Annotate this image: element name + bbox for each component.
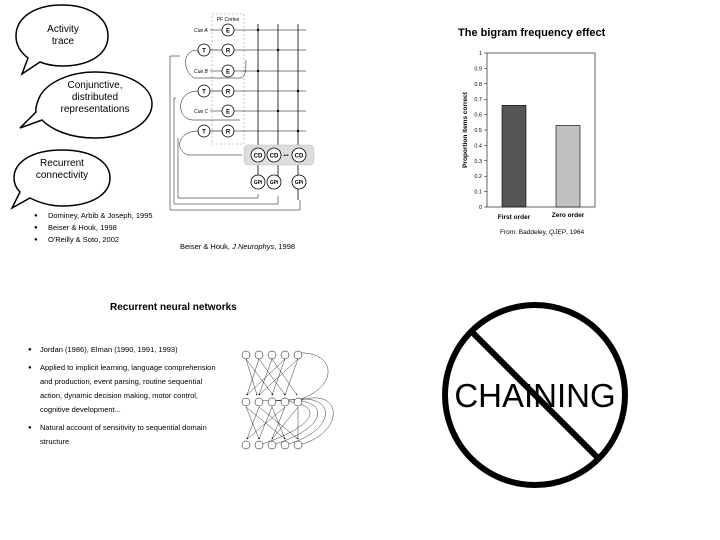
rnn-node bbox=[268, 398, 276, 406]
rnn-node bbox=[255, 398, 263, 406]
svg-text:E: E bbox=[225, 28, 231, 35]
t-node bbox=[198, 44, 210, 56]
reference-list bbox=[34, 210, 153, 246]
svg-text:R: R bbox=[225, 48, 231, 55]
rnn-node bbox=[294, 351, 302, 359]
svg-text:CD: CD bbox=[269, 153, 279, 160]
cue-a-label: Cue A bbox=[194, 28, 208, 34]
y-tick-label: 0.8 bbox=[474, 81, 482, 88]
svg-text:E: E bbox=[225, 109, 231, 116]
y-axis-label: Proportion items correct bbox=[462, 92, 469, 168]
svg-text:GPi: GPi bbox=[294, 180, 304, 186]
rnn-node bbox=[268, 351, 276, 359]
gpi-node bbox=[292, 175, 306, 189]
cd-node bbox=[267, 148, 281, 162]
rnn-node bbox=[242, 398, 250, 406]
cd-ellipsis: ••• bbox=[283, 153, 289, 159]
rnn-title: Recurrent neural networks bbox=[110, 302, 237, 313]
t-node bbox=[198, 85, 210, 97]
rnn-bullet: ● Applied to implicit learning, language comprehension and production, event parsing, routine sequential action, dynamic decision making, motor control, cognitive development... bbox=[28, 361, 218, 417]
svg-text:CD: CD bbox=[253, 153, 263, 160]
cue-c-label: Cue C bbox=[194, 109, 209, 115]
rnn-node bbox=[281, 351, 289, 359]
svg-text:T: T bbox=[202, 48, 206, 55]
rnn-bullets bbox=[28, 343, 218, 453]
svg-text:T: T bbox=[202, 89, 206, 96]
y-tick-label: 0.1 bbox=[474, 189, 482, 196]
svg-text:T: T bbox=[202, 129, 206, 136]
r-node bbox=[222, 125, 234, 137]
rnn-node bbox=[281, 441, 289, 449]
e-node bbox=[222, 24, 234, 36]
rnn-node bbox=[255, 351, 263, 359]
rnn-node bbox=[242, 441, 250, 449]
gpi-node bbox=[251, 175, 265, 189]
chaining-label: CHAINING bbox=[454, 377, 616, 414]
cue-b-label: Cue B bbox=[194, 69, 208, 75]
gpi-node bbox=[267, 175, 281, 189]
cd-node bbox=[292, 148, 306, 162]
svg-text:R: R bbox=[225, 129, 231, 136]
y-tick-label: 0.5 bbox=[474, 128, 482, 134]
t-node bbox=[198, 125, 210, 137]
y-tick-label: 0.9 bbox=[474, 66, 482, 73]
y-tick-label: 0.4 bbox=[474, 143, 482, 150]
basal-ganglia-circuit bbox=[160, 10, 320, 220]
x-tick-label: Zero order bbox=[551, 212, 585, 219]
rnn-node bbox=[294, 398, 302, 406]
r-node bbox=[222, 44, 234, 56]
rnn-node bbox=[294, 441, 302, 449]
svg-text:GPi: GPi bbox=[253, 180, 263, 186]
e-node bbox=[222, 65, 234, 77]
recurrent-bubble-text: Recurrent connectivity bbox=[35, 158, 89, 181]
reference-item: ● O'Reilly & Soto, 2002 bbox=[34, 234, 153, 246]
y-tick-label: 0.6 bbox=[474, 112, 482, 119]
y-tick-label: 0.3 bbox=[474, 158, 482, 165]
r-node bbox=[222, 85, 234, 97]
svg-text:E: E bbox=[225, 69, 231, 76]
rnn-node bbox=[268, 441, 276, 449]
svg-text:GPi: GPi bbox=[269, 180, 279, 186]
rnn-node bbox=[255, 441, 263, 449]
y-tick-label: 0 bbox=[478, 205, 482, 211]
y-tick-label: 0.7 bbox=[474, 97, 482, 104]
e-node bbox=[222, 105, 234, 117]
rnn-bullet: ● Jordan (1986), Elman (1990, 1991, 1993) bbox=[28, 343, 218, 357]
bigram-source: From: Baddeley, QJEP, 1964 bbox=[500, 229, 585, 236]
bar-first-order bbox=[502, 105, 526, 207]
circuit-citation: Beiser & Houk, J Neurophys, 1998 bbox=[180, 242, 296, 251]
conjunctive-bubble-text: Conjunctive, distributed representations bbox=[60, 80, 130, 115]
rnn-network-diagram bbox=[235, 345, 350, 455]
y-tick-label: 0.2 bbox=[474, 174, 482, 181]
reference-item: ● Dominey, Arbib & Joseph, 1995 bbox=[34, 210, 153, 222]
svg-text:CD: CD bbox=[294, 153, 304, 160]
pf-cortex-label: PF Cortex bbox=[216, 17, 240, 23]
rnn-bullet: ● Natural account of sensitivity to sequential domain structure bbox=[28, 421, 218, 449]
reference-item: ● Beiser & Houk, 1998 bbox=[34, 222, 153, 234]
y-tick-label: 1 bbox=[478, 51, 482, 57]
bigram-title: The bigram frequency effect bbox=[458, 27, 606, 39]
x-tick-label: First order bbox=[497, 214, 531, 221]
activity-bubble-text: Activity trace bbox=[47, 24, 79, 47]
cd-node bbox=[251, 148, 265, 162]
rnn-node bbox=[242, 351, 250, 359]
bigram-chart bbox=[455, 45, 625, 230]
rnn-node bbox=[281, 398, 289, 406]
svg-text:R: R bbox=[225, 89, 231, 96]
bar-zero-order bbox=[556, 125, 580, 207]
